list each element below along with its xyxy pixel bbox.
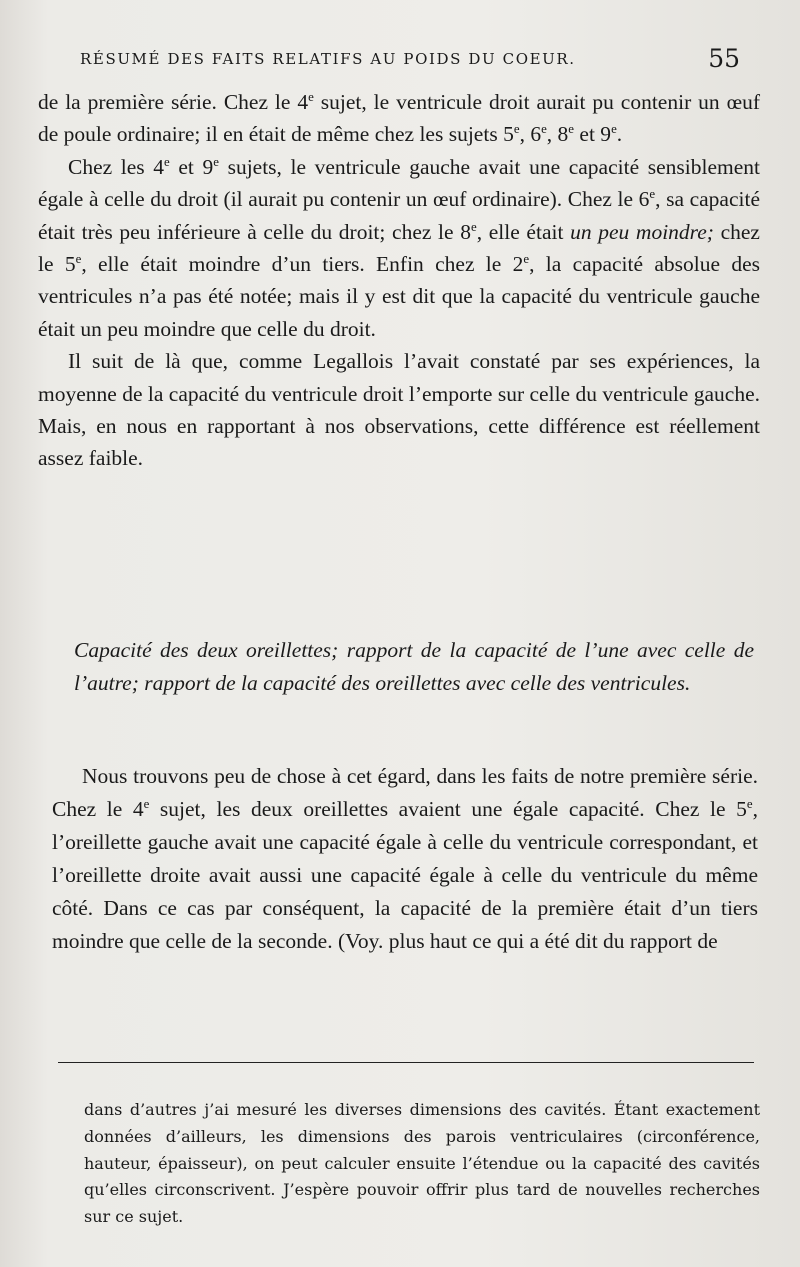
body-text [38, 86, 760, 475]
paragraph-1: de la première série. Chez le 4e sujet, le ventricule droit aurait pu contenir un œuf de poule ordinaire; il en était de même chez les sujets 5e, 6e, 8e et 9e. [38, 89, 761, 147]
paragraph-3: Il suit de là que, comme Legallois l’avait constaté par ses expériences, la moyenne de la capacité du ventricule droit l’emporte sur celle du ventricule gauche. Mais, en nous en rapportant à nos observations, cette différence est réellement assez faible. [38, 349, 760, 471]
footnote-rule [58, 1062, 754, 1063]
page-header [80, 44, 740, 74]
footnote [84, 1097, 760, 1231]
running-head: RÉSUMÉ DES FAITS RELATIFS AU POIDS DU COEUR. [80, 50, 576, 68]
section-body [52, 760, 758, 958]
paragraph-2: Chez les 4e et 9e sujets, le ventricule gauche avait une capacité sensiblement égale à celle du droit (il aurait pu contenir un œuf ordinaire). Chez le 6e, sa capacité était très peu inférieure à celle du droit; chez le 8e, elle était un peu moindre; chez le 5e, elle était moindre d’un tiers. Enfin chez le 2e, la capacité absolue des ventricules n’a pas été notée; mais il y est dit que la capacité du ventricule gauche était un peu moindre que celle du droit. [38, 154, 760, 341]
section-heading: Capacité des deux oreillettes; rapport de la capacité de l’une avec celle de l’autre; rapport de la capacité des oreillettes avec celle des ventricules. [74, 638, 754, 695]
footnote-text: dans d’autres j’ai mesuré les diverses dimensions des cavités. Étant exactement données d’ailleurs, les dimensions des parois ventriculaires (circonférence, hauteur, épaisseur), on peut calculer ensuite l’étendue ou la capacité des cavités qu’elles circonscrivent. J’espère pouvoir offrir plus tard de nouvelles recherches sur ce sujet. [84, 1100, 760, 1227]
page-number: 55 [708, 44, 740, 73]
paragraph-4: Nous trouvons peu de chose à cet égard, dans les faits de notre première série. Chez le 4e sujet, les deux oreillettes avaient une égale capacité. Chez le 5e, l’oreillette gauche avait une capacité égale à celle du ventricule correspondant, et l’oreillette droite avait aussi une capacité égale à celle du ventricule du même côté. Dans ce cas par conséquent, la capacité de la première était d’un tiers moindre que celle de la seconde. (Voy. plus haut ce qui a été dit du rapport de [52, 764, 758, 953]
